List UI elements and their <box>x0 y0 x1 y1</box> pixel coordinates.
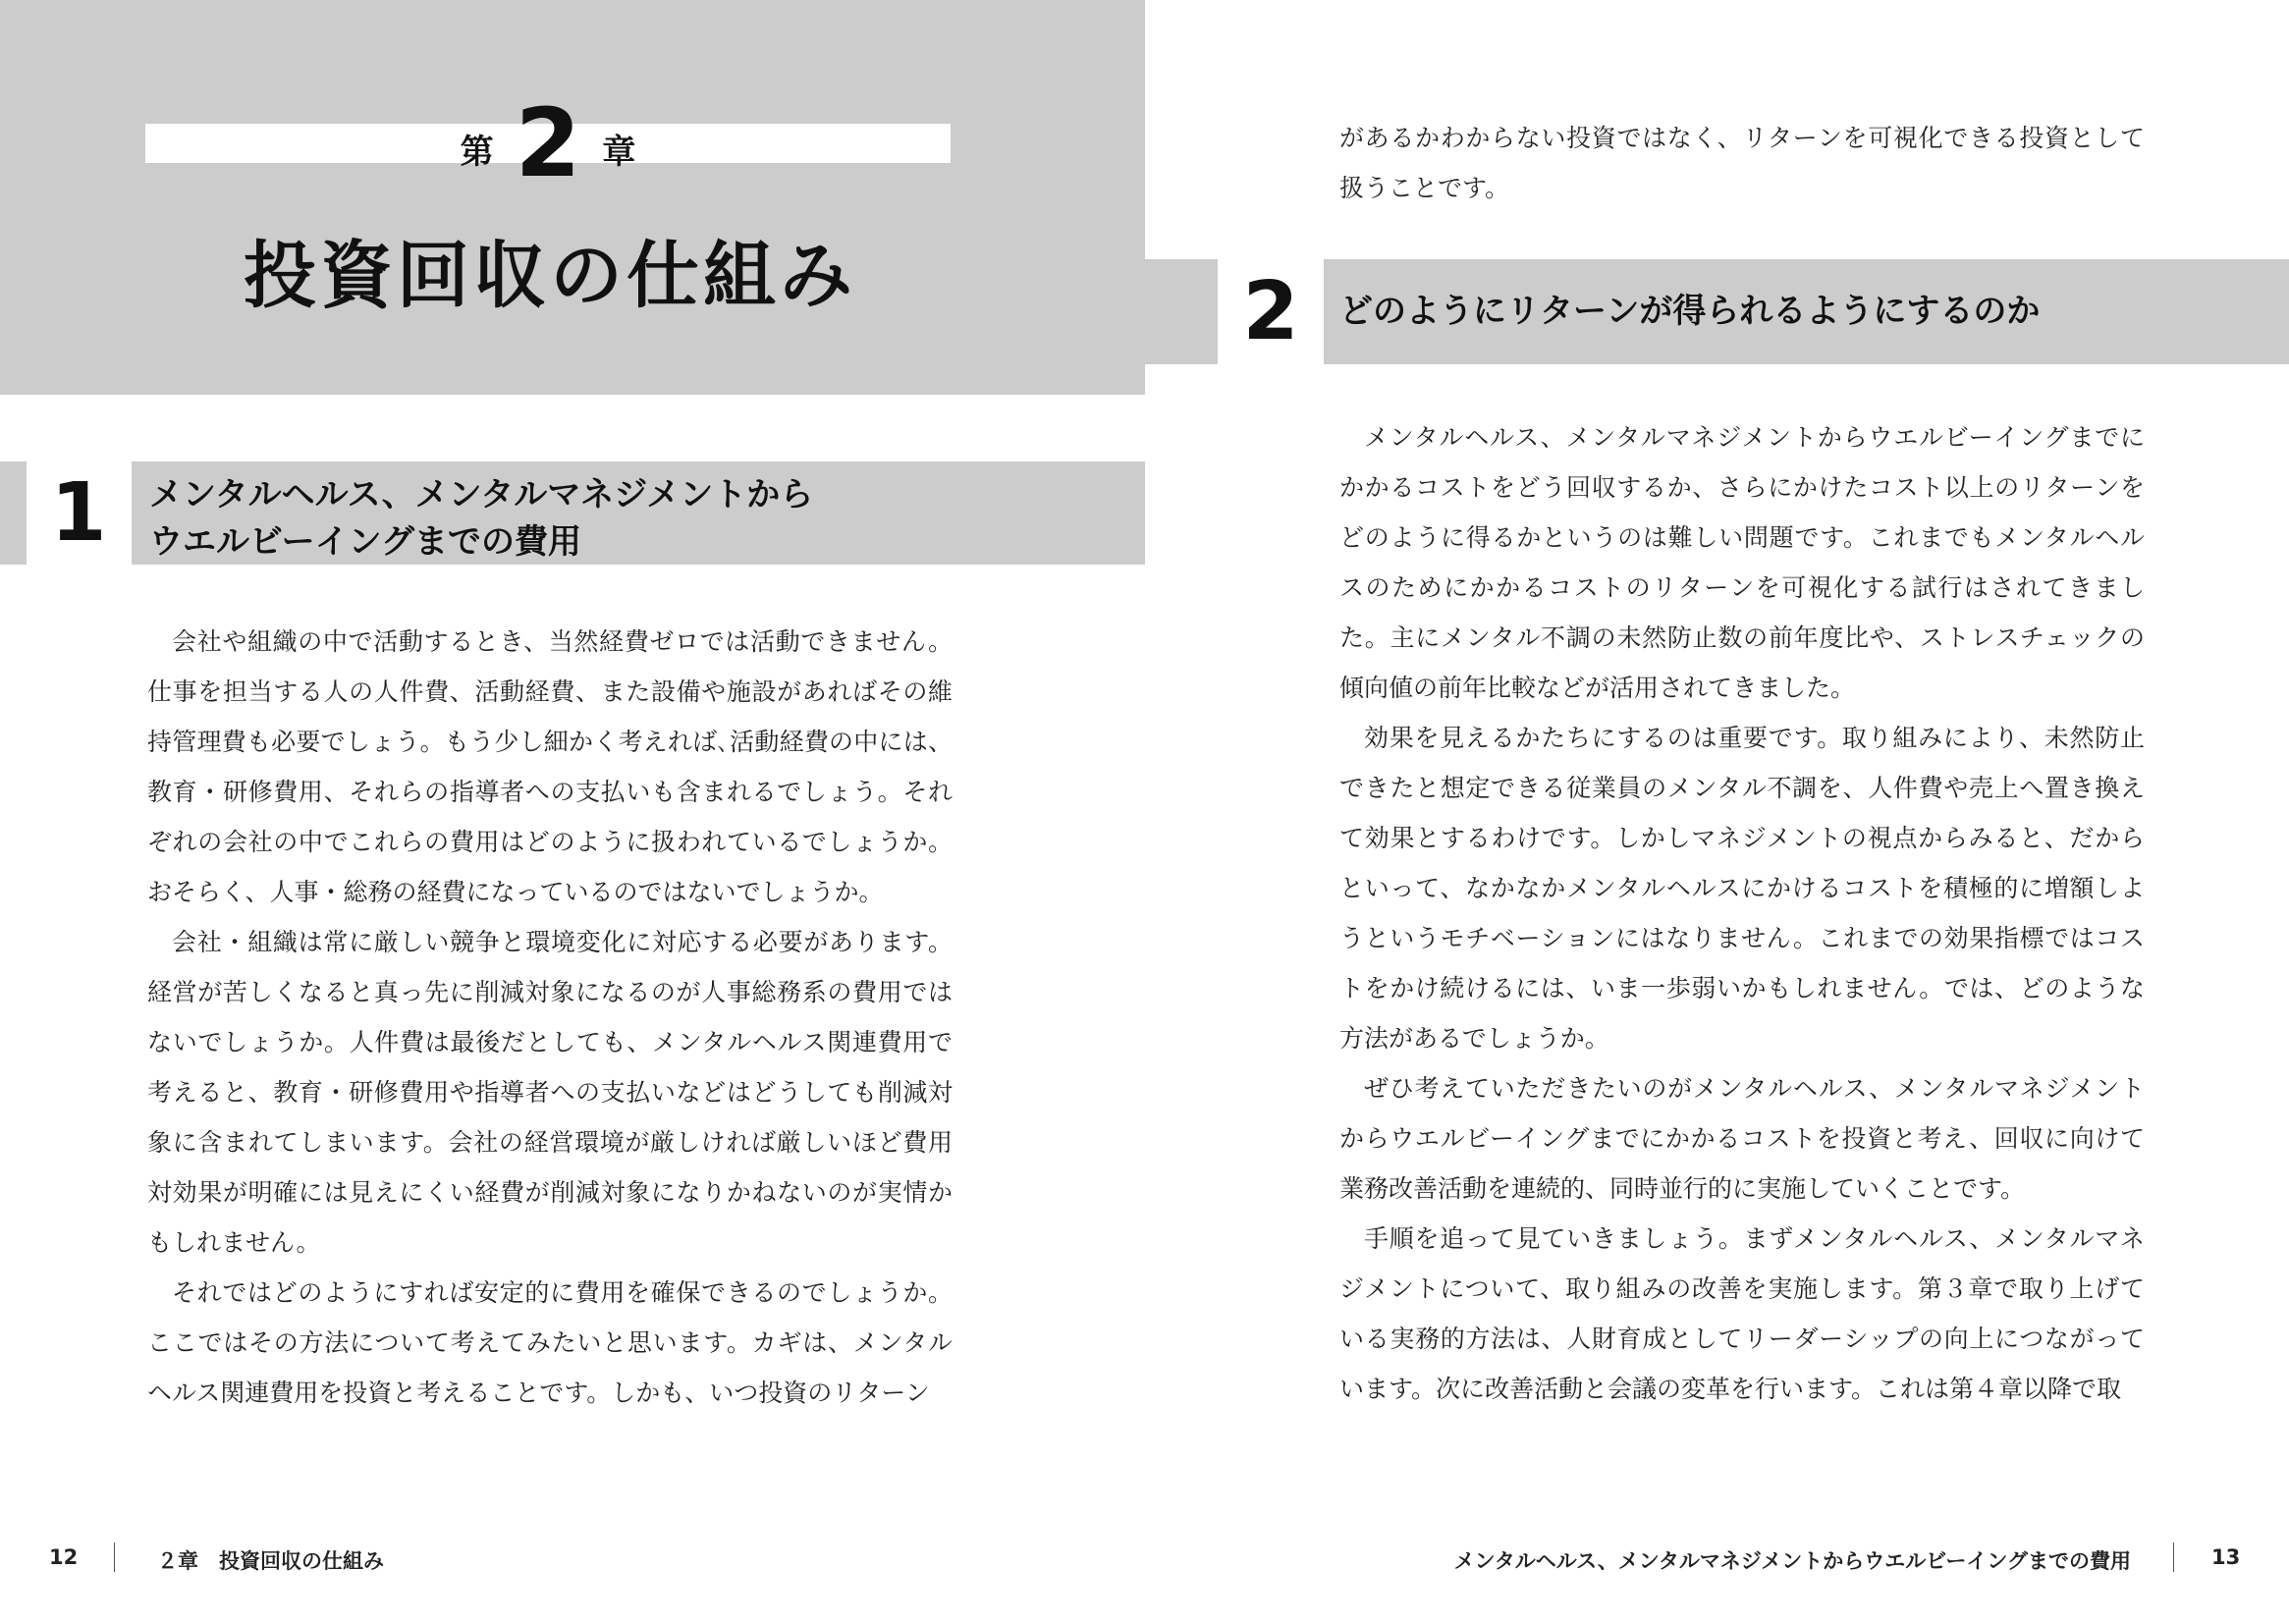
right-paragraph-2: 効果を見えるかたちにするのは重要です。取り組みにより、未然防止できたと想定できる従業員のメンタル不調を、人件費や売上へ置き換えて効果とするわけです。しかしマネジメントの視点からみると、だからといって、なかなかメンタルヘルスにかけるコストを積極的に増額しようというモチベーションにはなりません。これまでの効果指標ではコストをかけ続けるには、いま一歩弱いかもしれません。では、どのような方法があるでしょうか。 <box>1339 724 2145 1053</box>
right-paragraph-3: ぜひ考えていただきたいのがメンタルヘルス、メンタルマネジメントからウエルビーイングまでにかかるコストを投資と考え、回収に向けて業務改善活動を連続的、同時並行的に実施していくことです。 <box>1339 1074 2145 1203</box>
left-paragraph-3: それではどのようにすれば安定的に費用を確保できるのでしょうか。ここではその方法について考えてみたいと思います。カギは、メンタルヘルス関連費用を投資と考えることです。しかも、いつ投資のリターン <box>147 1278 953 1407</box>
right-body-text <box>1339 412 2145 1414</box>
chapter-number: 2 <box>515 88 581 198</box>
left-running-head: ２章 投資回収の仕組み <box>157 1549 384 1573</box>
chapter-title: 投資回収の仕組み <box>244 234 856 318</box>
chapter-prefix: 第 <box>460 132 494 172</box>
right-continued-text <box>1339 113 2145 213</box>
section-1-title-line-2: ウエルビーイングまでの費用 <box>149 522 581 562</box>
chapter-label <box>145 88 951 198</box>
section-1-number: 1 <box>50 466 107 560</box>
left-paragraph-2: 会社・組織は常に厳しい競争と環境変化に対応する必要があります。経営が苦しくなると真っ先に削減対象になるのが人事総務系の費用ではないでしょうか。人件費は最後だとしても、メンタルヘルス関連費用で考えると、教育・研修費用や指導者への支払いなどはどうしても削減対象に含まれてしまいます。会社の経営環境が厳しければ厳しいほど費用対効果が明確には見えにくい経費が削減対象になりかねないのが実情かもしれません。 <box>147 928 953 1257</box>
left-page-number: 12 <box>49 1545 79 1569</box>
right-footer-divider <box>2173 1543 2174 1572</box>
left-body-text <box>147 617 953 1418</box>
right-page-number: 13 <box>2211 1545 2241 1569</box>
right-running-head: メンタルヘルス、メンタルマネジメントからウエルビーイングまでの費用 <box>1453 1549 2131 1573</box>
right-continued-paragraph: があるかわからない投資ではなく、リターンを可視化できる投資として扱うことです。 <box>1339 124 2145 202</box>
left-paragraph-1: 会社や組織の中で活動するとき、当然経費ゼロでは活動できません。仕事を担当する人の人件費、活動経費、また設備や施設があればその維持管理費も必要でしょう。もう少し細かく考えれば､活動経費の中には、教育・研修費用、それらの指導者への支払いも含まれるでしょう。それぞれの会社の中でこれらの費用はどのように扱われているでしょうか。おそらく、人事・総務の経費になっているのではないでしょうか。 <box>147 627 953 906</box>
section-1-title-line-1: メンタルヘルス、メンタルマネジメントから <box>149 475 814 514</box>
section-2-number: 2 <box>1242 265 1299 358</box>
section-2-tab <box>1145 259 1218 364</box>
right-paragraph-4: 手順を追って見ていきましょう。まずメンタルヘルス、メンタルマネジメントについて、取り組みの改善を実施します。第３章で取り上げている実務的方法は、人財育成としてリーダーシップの向上につながっています。次に改善活動と会議の変革を行います。これは第４章以降で取 <box>1339 1224 2145 1403</box>
section-2-title: どのようにリターンが得られるようにするのか <box>1339 292 2041 331</box>
left-footer-divider <box>114 1543 115 1572</box>
chapter-suffix: 章 <box>602 132 636 172</box>
right-paragraph-1: メンタルヘルス、メンタルマネジメントからウエルビーイングまでにかかるコストをどう回収するか、さらにかけたコスト以上のリターンをどのように得るかというのは難しい問題です。これまでもメンタルヘルスのためにかかるコストのリターンを可視化する試行はされてきました。主にメンタル不調の未然防止数の前年度比や、ストレスチェックの傾向値の前年比較などが活用されてきました。 <box>1339 423 2145 702</box>
section-1-title <box>149 471 1131 566</box>
